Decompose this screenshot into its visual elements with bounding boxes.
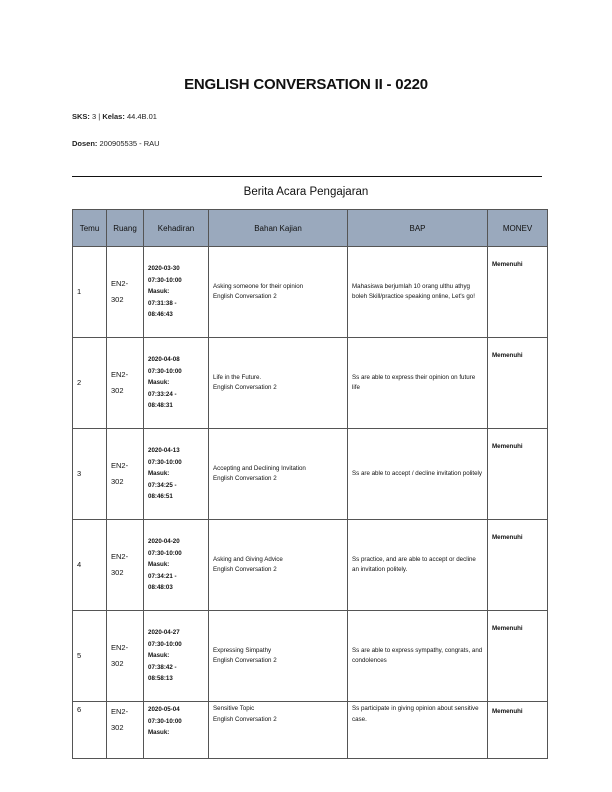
teaching-record-table: [72, 209, 548, 759]
cell-temu: 5: [73, 611, 107, 702]
sks-label: SKS:: [72, 112, 90, 121]
topic-title: Asking and Giving Advice: [213, 555, 283, 563]
table-row: [73, 429, 548, 520]
att-in-label: Masuk:: [148, 288, 170, 296]
cell-bahan-kajian: [209, 611, 348, 702]
topic-title: Asking someone for their opinion: [213, 282, 304, 290]
sks-value: 3: [92, 112, 97, 121]
cell-bap: Ss participate in giving opinion about sensitive case.: [348, 702, 488, 759]
cell-kehadiran: [144, 611, 209, 702]
header-kehadiran: Kehadiran: [144, 210, 209, 247]
table-row: [73, 611, 548, 702]
att-date: 2020-04-20: [148, 538, 180, 546]
topic-title: Sensitive Topic: [213, 705, 255, 712]
section-title: Berita Acara Pengajaran: [243, 186, 369, 198]
table-row: [73, 520, 548, 611]
cell-ruang: EN2-302: [107, 702, 144, 759]
att-in: 07:38:42 -: [148, 663, 177, 671]
cell-monev: Memenuhi: [488, 702, 548, 759]
header-ruang: Ruang: [107, 210, 144, 247]
att-time: 07:30-10:00: [148, 458, 182, 466]
topic-title: Expressing Simpathy: [213, 646, 272, 654]
att-out: 08:48:03: [148, 584, 173, 592]
att-date: 2020-04-13: [148, 447, 180, 455]
cell-bahan-kajian: [209, 429, 348, 520]
att-in: 07:33:24 -: [148, 390, 177, 398]
cell-monev: Memenuhi: [488, 429, 548, 520]
kelas-label: Kelas:: [102, 112, 125, 121]
cell-bap: Ss are able to express their opinion on future life: [348, 338, 488, 429]
cell-bahan-kajian: [209, 702, 348, 759]
cell-kehadiran: [144, 247, 209, 338]
cell-kehadiran: [144, 429, 209, 520]
att-out: 08:46:51: [148, 493, 173, 501]
header-temu: Temu: [73, 210, 107, 247]
document-title: ENGLISH CONVERSATION II - 0220: [184, 76, 428, 93]
topic-course: English Conversation 2: [213, 715, 277, 723]
dosen-value: 200905535 - RAU: [99, 139, 160, 148]
att-in-label: Masuk:: [148, 561, 170, 569]
topic-title: Accepting and Declining Invitation: [213, 464, 306, 472]
separator: |: [98, 112, 101, 121]
cell-temu: 3: [73, 429, 107, 520]
cell-bahan-kajian: [209, 247, 348, 338]
table-header-row: [73, 210, 548, 247]
cell-bap: Ss are able to express sympathy, congrats, and condolences: [348, 611, 488, 702]
table-row: [73, 702, 548, 759]
lecturer-info: [72, 139, 160, 148]
att-out: 08:58:13: [148, 675, 173, 683]
cell-ruang: EN2-302: [107, 247, 144, 338]
att-time: 07:30-10:00: [148, 717, 182, 725]
header-bap: BAP: [348, 210, 488, 247]
att-time: 07:30-10:00: [148, 276, 182, 284]
att-date: 2020-05-04: [148, 706, 180, 713]
att-in-label: Masuk:: [148, 470, 170, 478]
topic-course: English Conversation 2: [213, 475, 277, 482]
cell-monev: Memenuhi: [488, 247, 548, 338]
cell-bahan-kajian: [209, 520, 348, 611]
header-monev: MONEV: [488, 210, 548, 247]
cell-ruang: EN2-302: [107, 611, 144, 702]
att-out: 08:48:31: [148, 402, 173, 410]
att-in: 07:34:25 -: [148, 481, 177, 489]
cell-kehadiran: [144, 520, 209, 611]
header-bahan-kajian: Bahan Kajian: [209, 210, 348, 247]
att-time: 07:30-10:00: [148, 640, 182, 648]
att-in-label: Masuk:: [148, 729, 170, 736]
cell-bap: Ss are able to accept / decline invitation politely: [348, 429, 488, 520]
cell-ruang: EN2-302: [107, 338, 144, 429]
cell-kehadiran: [144, 338, 209, 429]
cell-bap: Mahasiswa berjumlah 10 orang ulthu athyg boleh Skill/practice speaking online, Let's go!: [348, 247, 488, 338]
dosen-label: Dosen:: [72, 139, 98, 148]
table-row: [73, 338, 548, 429]
topic-course: English Conversation 2: [213, 566, 277, 573]
cell-bap: Ss practice, and are able to accept or decline an invitation politely.: [348, 520, 488, 611]
cell-ruang: EN2-302: [107, 520, 144, 611]
cell-temu: 1: [73, 247, 107, 338]
cell-monev: Memenuhi: [488, 338, 548, 429]
course-info: [72, 112, 157, 121]
att-in: 07:34:21 -: [148, 572, 177, 580]
att-date: 2020-03-30: [148, 265, 180, 273]
cell-temu: 4: [73, 520, 107, 611]
att-time: 07:30-10:00: [148, 549, 182, 557]
cell-temu: 2: [73, 338, 107, 429]
kelas-value: 44.4B.01: [126, 112, 157, 121]
att-in: 07:31:38 -: [148, 299, 177, 307]
cell-monev: Memenuhi: [488, 520, 548, 611]
att-out: 08:46:43: [148, 311, 173, 319]
att-date: 2020-04-27: [148, 629, 180, 637]
topic-course: English Conversation 2: [213, 384, 277, 391]
table-row: [73, 247, 548, 338]
divider: [72, 176, 542, 177]
topic-title: Life in the Future.: [213, 373, 262, 381]
att-time: 07:30-10:00: [148, 367, 182, 375]
cell-temu: 6: [73, 702, 107, 759]
cell-kehadiran: [144, 702, 209, 759]
topic-course: English Conversation 2: [213, 293, 277, 300]
att-in-label: Masuk:: [148, 652, 170, 660]
cell-ruang: EN2-302: [107, 429, 144, 520]
att-in-label: Masuk:: [148, 379, 170, 387]
cell-bahan-kajian: [209, 338, 348, 429]
att-date: 2020-04-08: [148, 356, 180, 364]
cell-monev: Memenuhi: [488, 611, 548, 702]
topic-course: English Conversation 2: [213, 657, 277, 664]
